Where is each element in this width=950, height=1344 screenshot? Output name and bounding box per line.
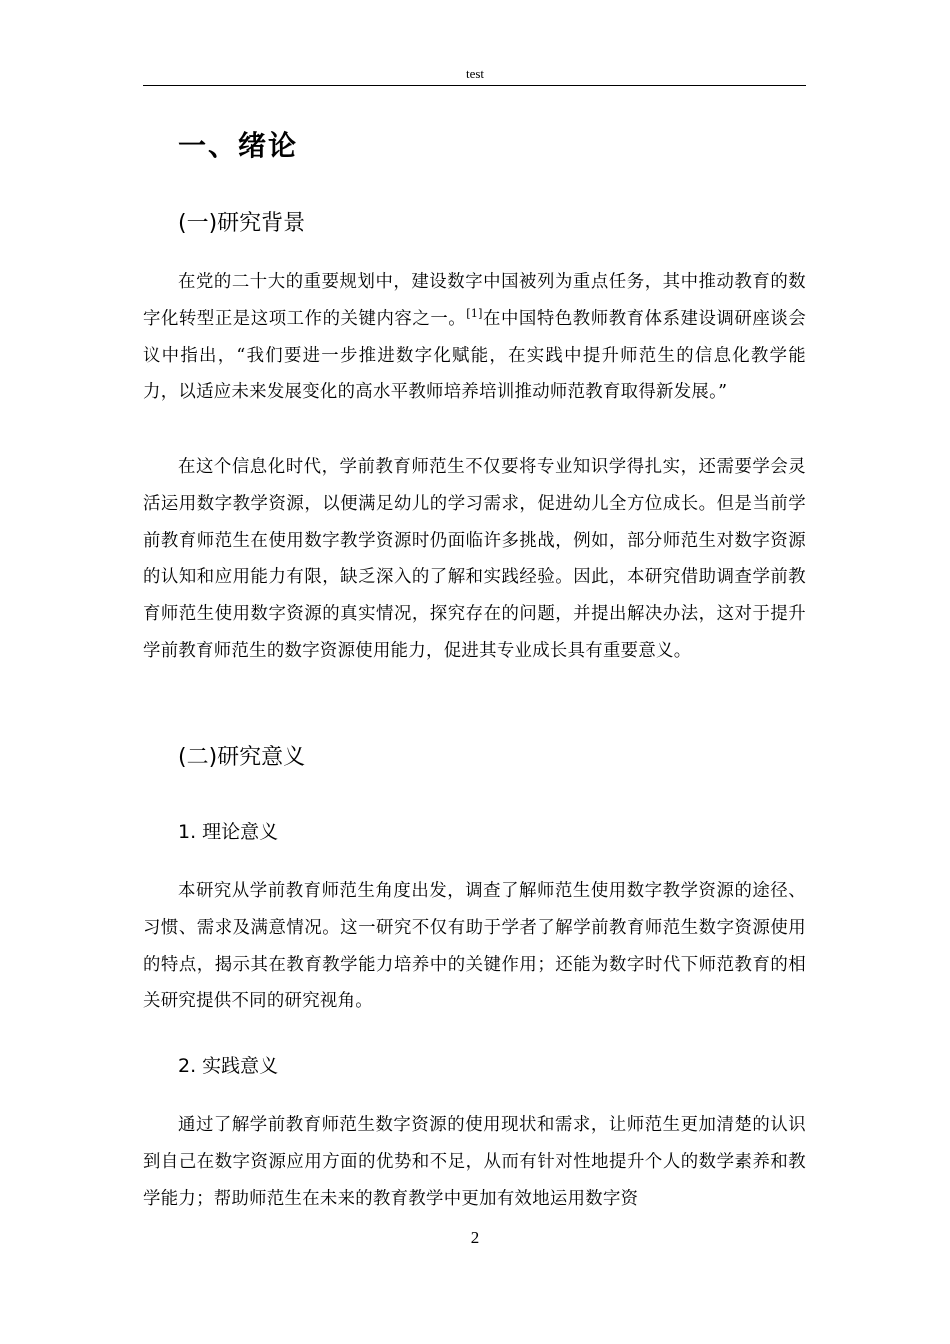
section-title-background: (一)研究背景	[178, 211, 306, 236]
paragraph-background-2: 在这个信息化时代，学前教育师范生不仅要将专业知识学得扎实，还需要学会灵活运用数字教学资源，以便满足幼儿的学习需求，促进幼儿全方位成长。但是当前学前教育师范生在使用数字教学资源时仍面临许多挑战，例如，部分师范生对数字资源的认知和应用能力有限，缺乏深入的了解和实践经验。因此，本研究借助调查学前教育师范生使用数字资源的真实情况，探究存在的问题，并提出解决办法，这对于提升学前教育师范生的数字资源使用能力，促进其专业成长具有重要意义。	[143, 457, 806, 661]
page-number: 2	[470, 1228, 480, 1247]
paragraph-background-1	[143, 264, 806, 411]
header-rule	[143, 85, 806, 86]
section-title-significance: (二)研究意义	[178, 745, 306, 770]
chapter-title: 一、绪论	[178, 129, 299, 162]
page-header: test	[465, 66, 485, 81]
paragraph-theory: 本研究从学前教育师范生角度出发，调查了解师范生使用数字教学资源的途径、习惯、需求及满意情况。这一研究不仅有助于学者了解学前教育师范生数字资源使用的特点，揭示其在教育教学能力培养中的关键作用；还能为数字时代下师范教育的相关研究提供不同的研究视角。	[143, 881, 806, 1012]
paragraph-practice: 通过了解学前教育师范生数字资源的使用现状和需求，让师范生更加清楚的认识到自己在数字资源应用方面的优势和不足，从而有针对性地提升个人的数学素养和教学能力；帮助师范生在未来的教育教学中更加有效地运用数字资	[143, 1115, 806, 1209]
subsection-title-theory: 1. 理论意义	[178, 821, 279, 843]
citation-marker[interactable]: [1]	[466, 306, 483, 320]
paragraph-text: 在中国特色教师教育体系建设调研座谈会议中指出，“我们要进一步推进数字化赋能，在实践中提升师范生的信息化教学能力，以适应未来发展变化的高水平教师培养培训推动师范教育取得新发展。”	[143, 308, 807, 403]
paragraph-text: 在党的二十大的重要规划中，建设数字中国被列为重点任务，其中推动教育的数字化转型正是这项工作的关键内容之一。	[143, 272, 806, 329]
subsection-title-practice: 2. 实践意义	[178, 1055, 279, 1077]
